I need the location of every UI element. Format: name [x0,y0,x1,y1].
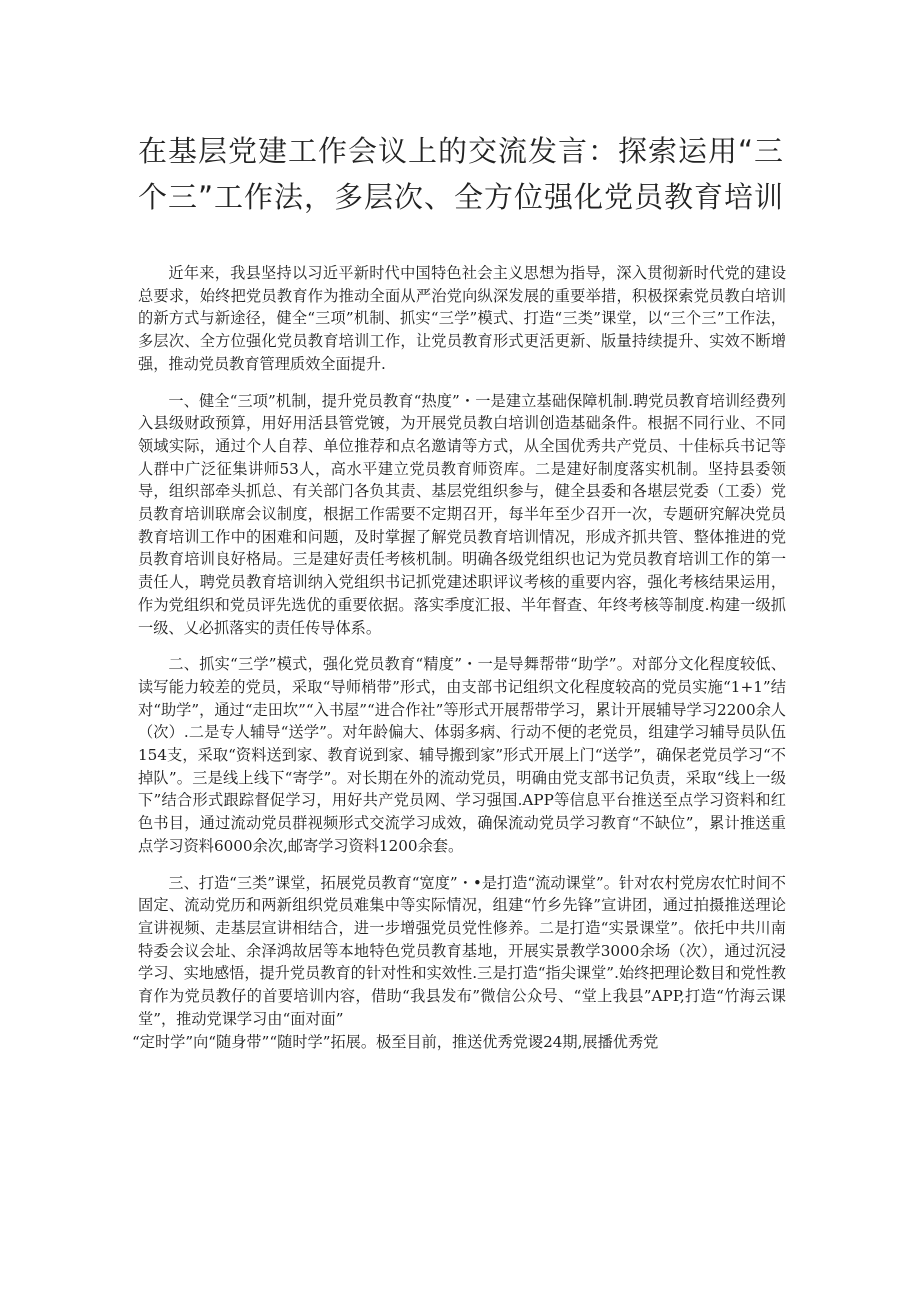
paragraph-intro: 近年来，我县坚持以习近平新时代中国特色社会主义思想为指导，深入贯彻新时代党的建设总要求，始终把党员教育作为推动全面从严治党向纵深发展的重要举措，积极探索党员教白培训的新方式与新途径，健全“三项”机制、抓实“三学”模式、打造“三类”课堂，以“三个三”工作法，多层次、全方位强化党员教育培训工作，让党员教育形式更活更新、版量持续提升、实效不断增强，推动党员教育管理质效全面提升. [138,264,786,373]
paragraph-continuation: “定时学”向“随身带”“随时学”拓展。极至目前，推送优秀党谡24期,展播优秀党 [132,1032,659,1051]
paragraph-section-two: 二、抓实“三学”模式，强化党员教育“精度”・一是导舞帮带“助学”。对部分文化程度较低、读写能力较差的党员，采取“导师梢带”形式，由支部书记组织文化程度较高的党员实施“1+1”结对“助学”，通过“走田坎”“入书屋”“进合作社”等形式开展帮带学习，累计开展辅导学习2200余人（次）.二是专人辅导“送学”。对年龄偏大、体弱多病、行动不便的老党员，组建学习辅导员队伍154支，采取“资料送到家、教育说到家、辅导搬到家”形式开展上门“送学”，确保老党员学习“不掉队”。三是线上线下“寄学”。对长期在外的流动党员，明确由党支部书记负责，采取“线上一级下”结合形式跟踪督促学习，用好共产党员网、学习强国.APP等信息平台推送至点学习资料和红色书目，通过流动党员群视频形式交流学习成效，确保流动党员学习教育“不缺位”，累计推送重点学习资料6000余次,邮寄学习资料1200余套。 [138,655,786,855]
document-body [132,262,786,1067]
paragraph-section-one: 一、健全“三项”机制，提升党员教育“热度”・一是建立基础保障机制.聘党员教育培训经费列入县级财政预算，用好用活县管党镀，为开展党员教白培训创造基础条件。根据不同行业、不同领域实际，通过个人自荐、单位推荐和点名邀请等方式，从全国优秀共产党员、十佳标兵书记等人群中广泛征集讲师53人，高水平建立党员教育师资库。二是建好制度落实机制。坚持县委领导，组织部牵头抓总、有关部门各负其责、基层党组织参与，健全县委和各堪层党委（工委）党员教育培训联席会议制度，根据工作需要不定期召开，每半年至少召开一次，专题研究解决党员教育培训工作中的困难和问题，及时掌握了解党员教育培训情况，形成齐抓共管、整体推进的党员教育培训良好格局。三是建好责任考核机制。明确各级党组织也记为党员教育培训工作的第一责任人，聘党员教育培训纳入党组织书记抓党建述职评议考核的重要内容，强化考核结果运用，作为党组织和党员评先选优的重要依据。落实季度汇报、半年督查、年终考核等制度.构建一级抓一级、乂必抓落实的责任传导体系。 [138,391,786,637]
paragraph-section-three: 三、打造“三类”课堂，拓展党员教育“宽度”・•是打造“流动课堂”。针对农村党房农忙时间不固定、流动党历和两新组织党员难集中等实际情况，组建“竹乡先锋”宣讲团，通过拍摄推送理论宣讲视频、走基层宣讲相结合，进一步增强党员党性修养。二是打造“实景课堂”。依托中共川南特委会议会址、余泽鸿故居等本地特色党员教育基地，开展实景教学3000余场（次），通过沉浸学习、实地感悟，提升党员教育的针对性和实效性.三是打造“指尖课堂”.始终把理论数目和党性教育作为党员教仔的首要培训内容，借助“我县发布”微信公众号、“堂上我县”APP,打造“竹海云课堂”，推动党课学习由“面对面” [138,873,786,1028]
document-title: 在基层党建工作会议上的交流发言：探索运用“三个三”工作法，多层次、全方位强化党员教育培训 [138,134,785,214]
